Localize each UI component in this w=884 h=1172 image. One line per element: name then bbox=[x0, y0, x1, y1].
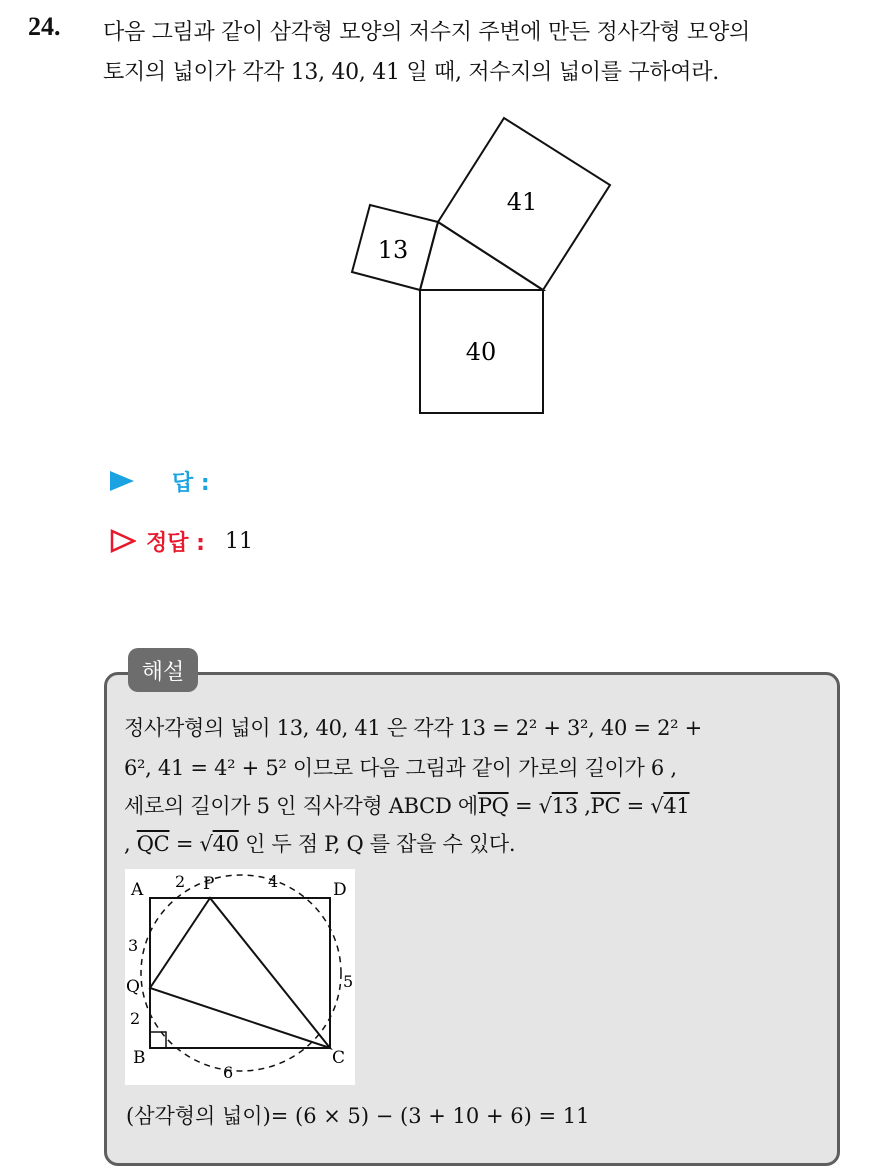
correct-answer-row bbox=[110, 524, 253, 558]
correct-answer-label: 정답 : bbox=[146, 530, 205, 556]
square-13-label: 13 bbox=[377, 236, 409, 264]
reservoir-triangle bbox=[420, 222, 543, 290]
radicand-13: 13 bbox=[551, 794, 578, 818]
equals-sqrt: = √ bbox=[508, 794, 552, 818]
equals-sqrt: = √ bbox=[169, 832, 213, 856]
length-bc: 6 bbox=[223, 1063, 234, 1082]
solution-line3-text: 세로의 길이가 5 인 직사각형 ABCD 에 bbox=[124, 794, 478, 818]
segment-pc: $\overline{PC}$ bbox=[590, 794, 621, 818]
length-pd: 4 bbox=[268, 872, 279, 891]
solution-final: (삼각형의 넓이)= (6 × 5) − (3 + 10 + 6) = 11 bbox=[126, 1104, 590, 1128]
length-aq: 3 bbox=[128, 936, 139, 955]
point-b: B bbox=[133, 1048, 146, 1068]
point-c: C bbox=[332, 1048, 346, 1068]
point-a: A bbox=[131, 880, 144, 900]
square-40-label: 40 bbox=[465, 338, 497, 366]
triangle-pqc bbox=[150, 898, 330, 1048]
segment-pq: $\overline{PQ}$ bbox=[477, 794, 509, 818]
point-q: Q bbox=[126, 977, 140, 997]
solution-line1: 정사각형의 넓이 13, 40, 41 은 각각 13 = 2² + 3², 40 = 2² + bbox=[124, 716, 702, 740]
question-text-line2: 토지의 넓이가 각각 13, 40, 41 일 때, 저수지의 넓이를 구하여라. bbox=[103, 60, 719, 85]
answer-row bbox=[110, 464, 230, 498]
solution-line3 bbox=[124, 790, 690, 820]
solution-line2: 6², 41 = 4² + 5² 이므로 다음 그림과 같이 가로의 길이가 6 , bbox=[124, 756, 677, 780]
question-number: 24. bbox=[28, 12, 61, 41]
rectangle-abcd bbox=[150, 898, 330, 1048]
point-d: D bbox=[333, 880, 347, 900]
answer-label: 답 : bbox=[172, 470, 210, 496]
solution-tag: 해설 bbox=[128, 648, 198, 692]
segment-qc: $\overline{QC}$ bbox=[136, 832, 170, 856]
play-triangle-icon bbox=[110, 471, 134, 491]
rectangle-abcd-figure bbox=[125, 869, 355, 1085]
outline-triangle-icon bbox=[110, 529, 136, 553]
equals-sqrt: = √ bbox=[620, 794, 664, 818]
length-ap: 2 bbox=[175, 872, 186, 891]
radicand-41: 41 bbox=[663, 794, 690, 818]
length-dc: 5 bbox=[343, 972, 354, 991]
question-text-line1: 다음 그림과 같이 삼각형 모양의 저수지 주변에 만든 정사각형 모양의 bbox=[103, 20, 750, 45]
point-p: P bbox=[203, 874, 215, 894]
square-41-label: 41 bbox=[506, 188, 538, 216]
correct-answer-value: 11 bbox=[224, 528, 253, 554]
reservoir-figure bbox=[340, 110, 620, 420]
comma: , bbox=[577, 794, 591, 818]
solution-line4-text: 인 두 점 P, Q 를 잡을 수 있다. bbox=[238, 832, 516, 856]
length-qb: 2 bbox=[130, 1009, 141, 1028]
radicand-40: 40 bbox=[212, 832, 239, 856]
solution-line4 bbox=[124, 828, 515, 858]
comma: , bbox=[124, 832, 137, 856]
